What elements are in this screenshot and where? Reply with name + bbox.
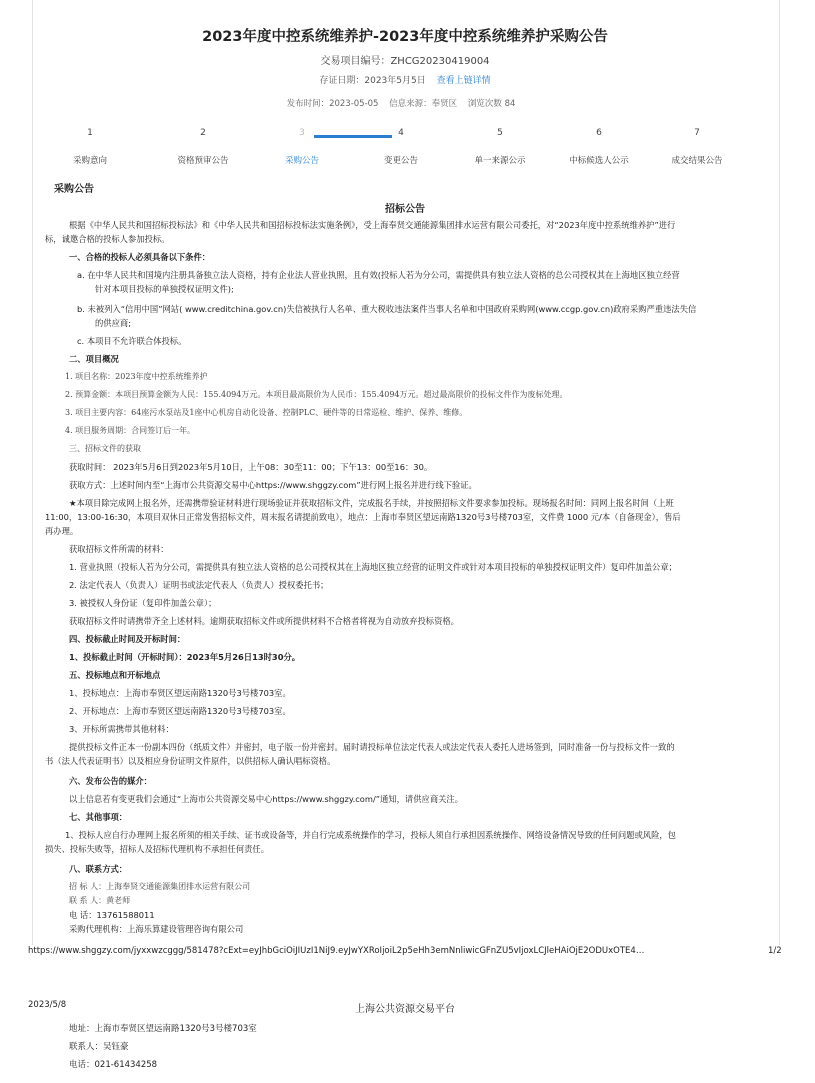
step-number: 5 (497, 128, 503, 138)
notice-line: 八、联系方式： (69, 864, 128, 874)
step-number: 7 (694, 128, 700, 138)
notice-line: 3. 项目主要内容：64座污水泵站及1座中心机房自动化设备、控制PLC、硬件等的日常巡检、维护、保养、维修。 (65, 408, 468, 417)
step-2[interactable] (163, 128, 243, 166)
step-label: 中标候选人公示 (569, 156, 629, 166)
notice-line: 获取招标文件所需的材料： (69, 544, 169, 554)
step-number: 1 (87, 128, 93, 138)
notice-line: 标，诚邀合格的投标人参加投标。 (45, 234, 170, 244)
notice-line: 1、投标人应自行办理网上报名所须的相关手续、证书或设备等，并自行完成系统操作的学习，投标人须自行承担因系统操作、网络设备情况导致的任何问题或风险，包 (65, 830, 676, 840)
step-label: 采购公告 (284, 156, 319, 166)
step-label: 成交结果公告 (671, 156, 723, 166)
notice-title: 招标公告 (385, 204, 425, 215)
site-name: 上海公共资源交易平台 (355, 1004, 455, 1015)
info-source: 信息来源：奉贤区 (389, 99, 458, 109)
notice-line: 五、投标地点和开标地点 (69, 670, 161, 680)
notice-line: 书（法人代表证明书）以及相应身份证明文件原件，以供招标人确认唱标资格。 (45, 756, 336, 766)
view-count: 浏览次数 84 (467, 99, 516, 109)
agency-address: 地址：上海市奉贤区望远南路1320号3号楼703室 (69, 1024, 257, 1034)
publish-meta (32, 97, 778, 109)
print-date: 2023/5/8 (28, 1000, 67, 1010)
step-6[interactable] (559, 128, 639, 166)
notice-line: 1、投标截止时间（开标时间）：2023年5月26日13时30分。 (69, 652, 301, 662)
notice-line: 六、发布公告的媒介： (69, 776, 152, 786)
notice-line: 获取招标文件时请携带齐全上述材料。逾期获取招标文件或所提供材料不合格者将视为自动放弃投标资格。 (69, 616, 459, 626)
notice-line: 联 系 人：黄老师 (69, 896, 131, 905)
notice-line: 获取方式：上述时间内至“上海市公共资源交易中心https://www.shggzy.com”进行网上报名并进行线下验证。 (69, 480, 477, 490)
notice-line: 一、合格的投标人必须具备以下条件： (69, 252, 211, 262)
notice-line: 再办理。 (45, 526, 79, 536)
agency-phone: 电话：021-61434258 (69, 1060, 158, 1070)
notice-line: a. 在中华人民共和国境内注册具备独立法人资格，持有企业法人营业执照，且有效(投标人若为分公司，需提供具有独立法人资格的总公司授权其在上海地区独立经营 (77, 270, 680, 280)
deposit-date: 存证日期：2023年5月5日 (319, 76, 426, 86)
step-number: 6 (596, 128, 602, 138)
notice-line: 2. 预算金额：本项目预算金额为人民：155.4094万元。本项目最高限价为人民币：155.4094万元。超过最高限价的投标文件作为废标处理。 (65, 390, 568, 399)
notice-line: 二、项目概况 (69, 354, 119, 364)
step-label: 变更公告 (383, 156, 418, 166)
step-number: 3 (299, 128, 305, 138)
page-number: 1/2 (768, 946, 782, 956)
project-number: 交易项目编号：ZHCG20230419004 (320, 56, 490, 67)
step-number: 2 (200, 128, 206, 138)
print-url: https://www.shggzy.com/jyxxwzcggg/581478?cExt=eyJhbGciOiJIUzI1NiJ9.eyJwYXRoIjoiL2p5eHh3emNnliwicGFnZU5vIjoxLCJleHAiOjE2ODUxOTE4… (28, 946, 645, 956)
notice-line: 1、投标地点：上海市奉贤区望远南路1320号3号楼703室。 (69, 688, 291, 698)
notice-line: 的供应商; (95, 318, 131, 328)
step-label: 单一来源公示 (474, 156, 526, 166)
notice-line: 4. 项目服务周期：合同签订后一年。 (65, 426, 196, 435)
notice-line: 2. 法定代表人（负责人）证明书或法定代表人（负责人）授权委托书； (69, 580, 329, 590)
step-1[interactable] (50, 128, 130, 166)
notice-line: 根据《中华人民共和国招标投标法》和《中华人民共和国招标投标法实施条例》，受上海奉贤交通能源集团排水运营有限公司委托，对“2023年度中控系统维养护”进行 (69, 220, 676, 230)
notice-line: 获取时间： 2023年5月6日到2023年5月10日，上午08：30至11：00；下午13：00至16：30。 (69, 462, 433, 472)
notice-line: 11:00，13:00-16:30，本项目双休日正常发售招标文件，周末报名请提前致电），地点：上海市奉贤区望远南路1320号3号楼703室，文件费 1000 元/本（自备现金），售后 (45, 512, 681, 522)
notice-line: 损失、投标失败等，招标人及招标代理机构不承担任何责任。 (45, 844, 270, 854)
step-3[interactable] (262, 128, 342, 166)
notice-line: c. 本项目不允许联合体投标。 (77, 336, 187, 346)
page-title: 2023年度中控系统维养护-2023年度中控系统维养护采购公告 (202, 29, 608, 45)
step-7[interactable] (657, 128, 737, 166)
notice-line: 三、招标文件的获取 (69, 444, 141, 453)
notice-line: b. 未被列入“信用中国”网站( www.creditchina.gov.cn)失信被执行人名单、重大税收违法案件当事人名单和中国政府采购网(www.ccgp.gov.cn)政府采购严重违法失信 (77, 304, 697, 314)
step-4[interactable] (361, 128, 441, 166)
notice-line: 针对本项目投标的单独授权证明文件); (95, 284, 234, 294)
notice-line: 四、投标截止时间及开标时间： (69, 634, 186, 644)
notice-line: 七、其他事项： (69, 812, 128, 822)
notice-line: 2、开标地点：上海市奉贤区望远南路1320号3号楼703室。 (69, 706, 291, 716)
section-heading: 采购公告 (54, 184, 94, 195)
step-number: 4 (398, 128, 404, 138)
notice-line: 招 标 人：上海奉贤交通能源集团排水运营有限公司 (69, 882, 251, 891)
notice-line: 电 话：13761588011 (69, 910, 155, 920)
notice-line: 1. 营业执照（投标人若为分公司，需提供具有独立法人资格的总公司授权其在上海地区独立经营的证明文件或针对本项目投标的单独授权证明文件）复印件加盖公章； (69, 562, 677, 572)
process-steps (50, 128, 785, 173)
notice-line: 3、开标所需携带其他材料： (69, 724, 174, 734)
notice-line: 提供投标文件正本一份副本四份（纸质文件）并密封，电子版一份并密封。届时请投标单位法定代表人或法定代表人委托人进场签到，同时准备一份与投标文件一致的 (69, 742, 675, 752)
agency-contact: 联系人：吴钰豪 (69, 1042, 129, 1052)
step-5[interactable] (460, 128, 540, 166)
deposit-info (32, 73, 778, 86)
step-label: 采购意向 (72, 156, 107, 166)
step-label: 资格预审公告 (177, 156, 229, 166)
notice-line: 1. 项目名称：2023年度中控系统维养护 (65, 372, 208, 381)
chain-detail-link[interactable]: 查看上链详情 (436, 76, 491, 86)
notice-line: 以上信息若有变更我们会通过“上海市公共资源交易中心https://www.shggzy.com/”通知，请供应商关注。 (69, 794, 464, 804)
publish-time: 发布时间：2023-05-05 (286, 99, 379, 109)
notice-line: ★本项目除完成网上报名外，还需携带验证材料进行现场验证并获取招标文件，完成报名手续，并按照招标文件要求参加投标。现场报名时间：同网上报名时间（上班 (69, 498, 674, 508)
notice-line: 3. 被授权人身份证（复印件加盖公章）； (69, 598, 217, 608)
notice-line: 采购代理机构：上海乐算建设管理咨询有限公司 (69, 924, 244, 934)
